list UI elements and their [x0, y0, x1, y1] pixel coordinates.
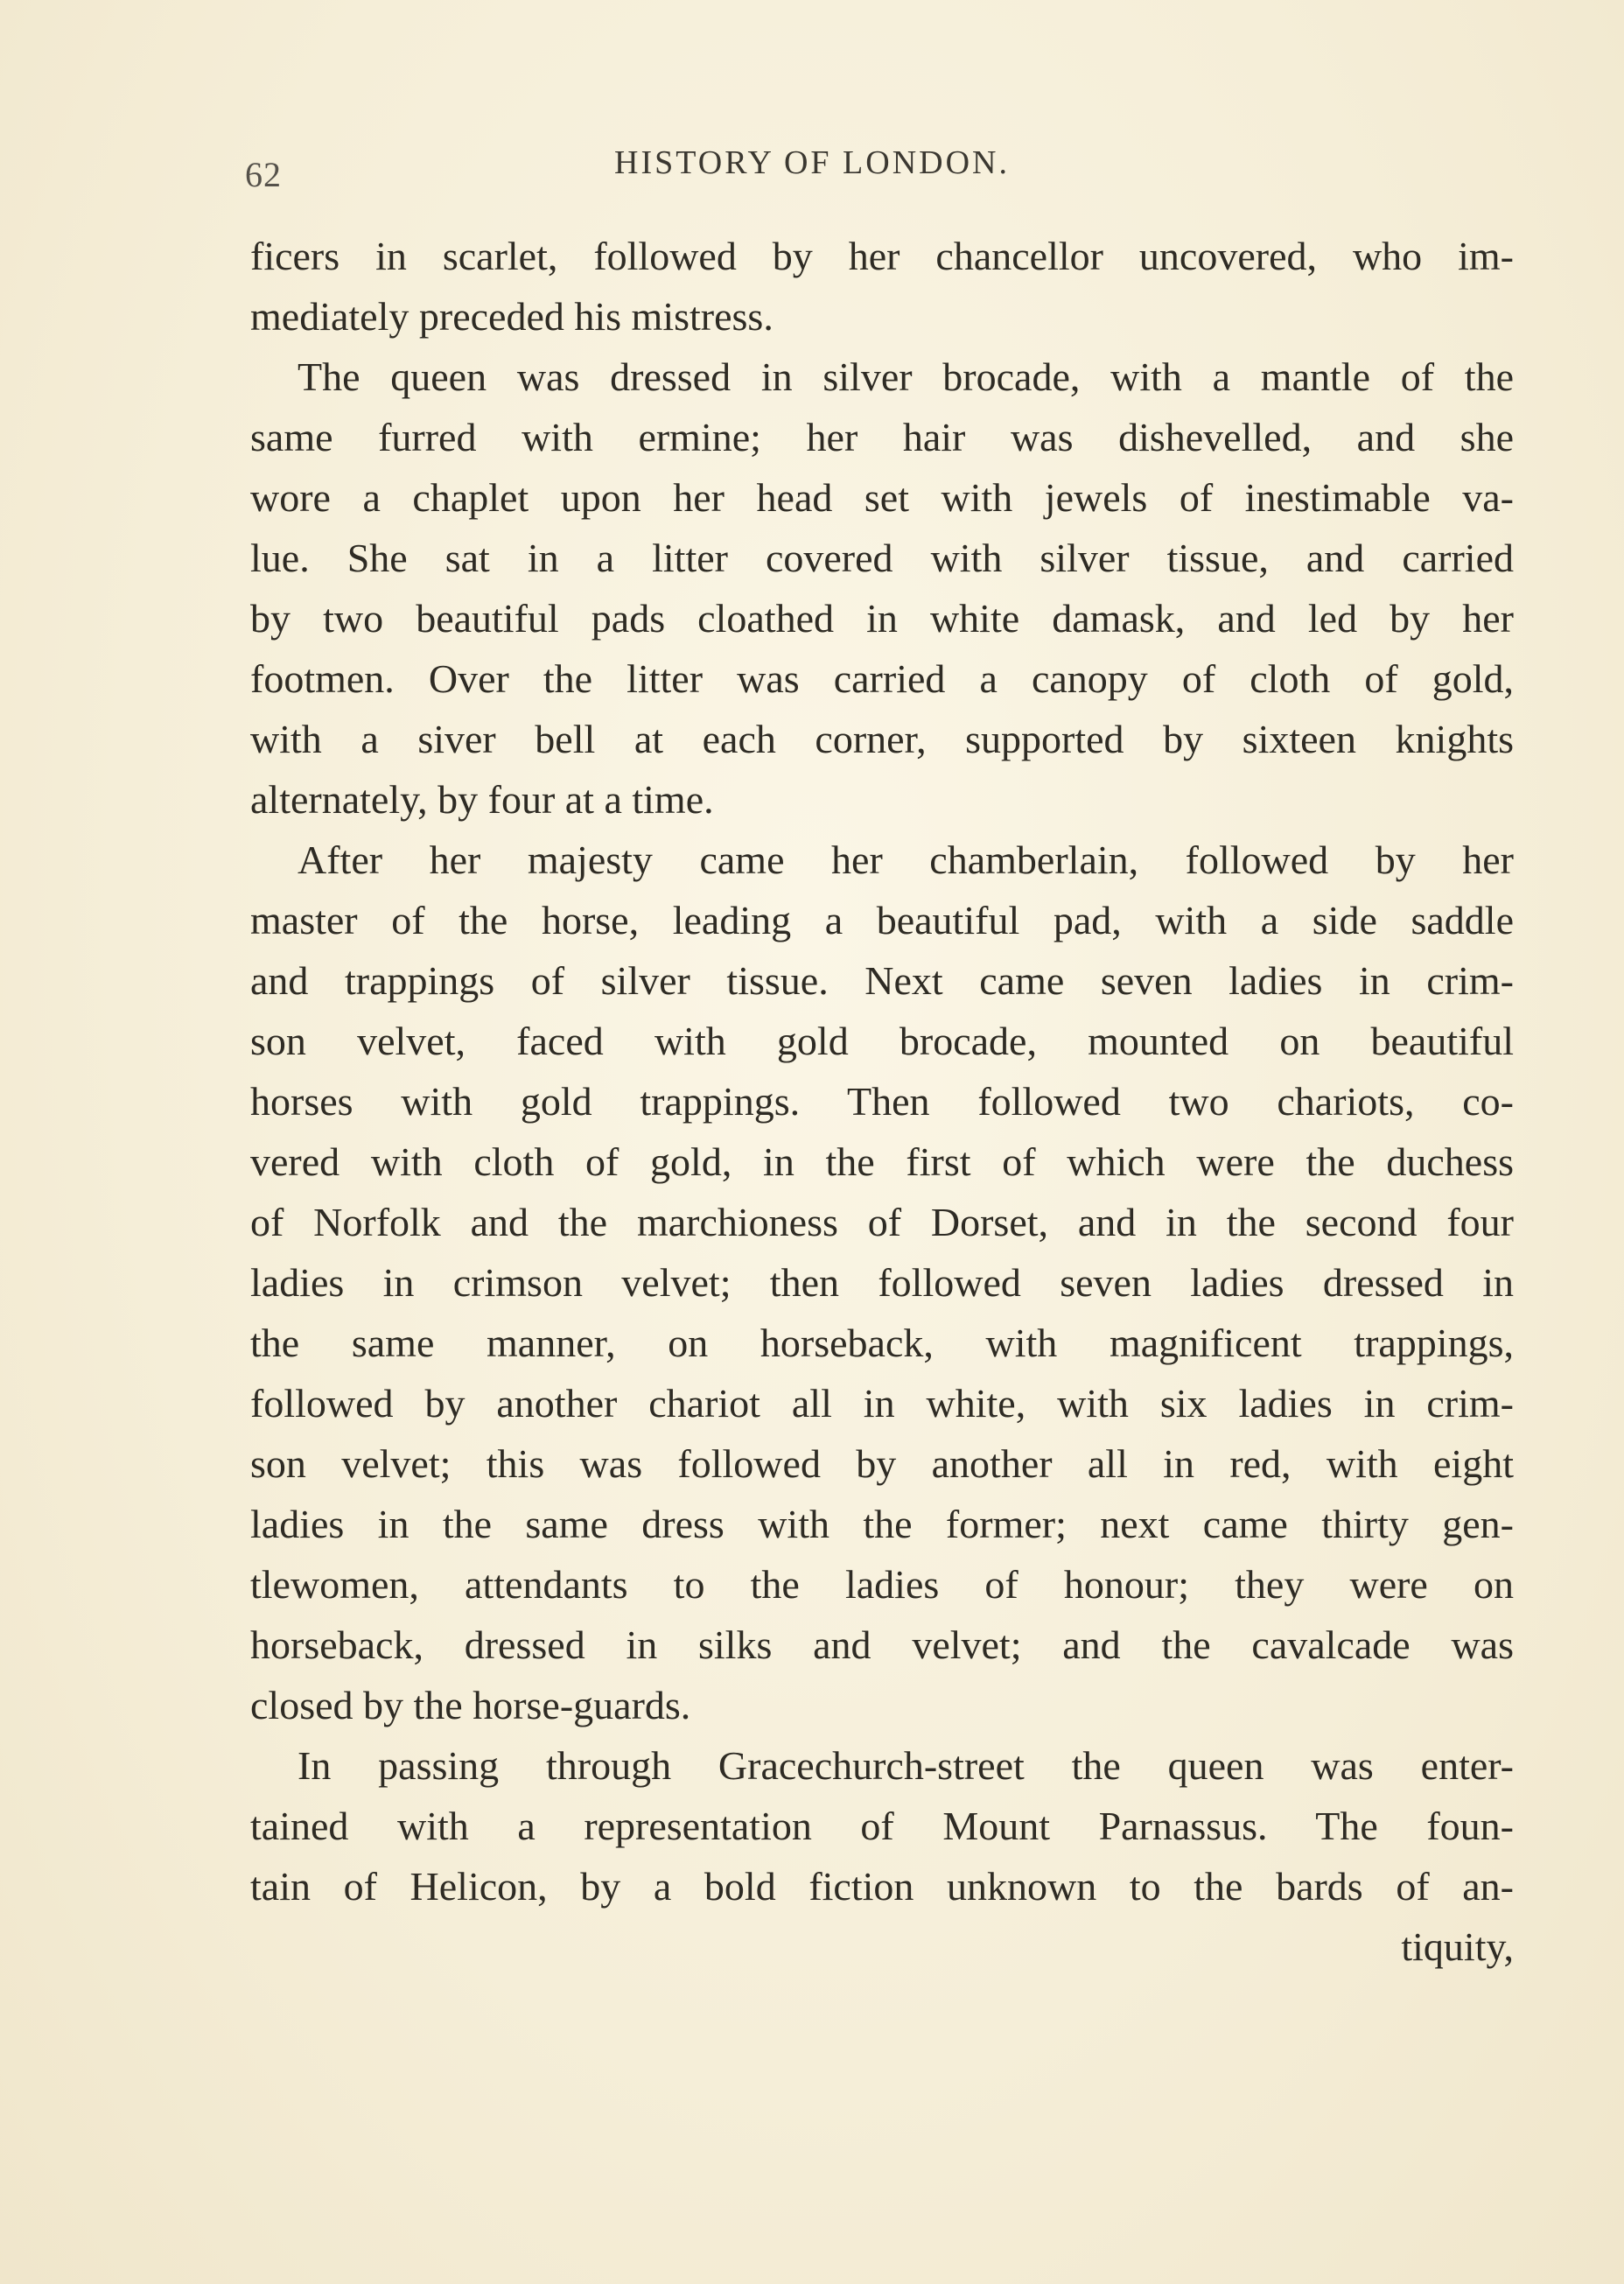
running-title: HISTORY OF LONDON. [614, 144, 1010, 181]
text-line: vered with cloth of gold, in the first of which were the duchess [250, 1139, 1514, 1184]
text-line: footmen. Over the litter was carried a canopy of cloth of gold, [250, 656, 1514, 701]
text-line: tlewomen, attendants to the ladies of honour; they were on [250, 1562, 1514, 1607]
text-line: In passing through Gracechurch-street the queen was enter- [298, 1743, 1514, 1788]
page-number: 62 [245, 155, 282, 194]
text-line: alternately, by four at a time. [250, 777, 714, 822]
text-line: by two beautiful pads cloathed in white damask, and led by her [250, 596, 1514, 641]
text-line: mediately preceded his mistress. [250, 294, 774, 339]
text-line: son velvet; this was followed by another all in red, with eight [250, 1441, 1514, 1486]
text-line: After her majesty came her chamberlain, followed by her [298, 837, 1514, 882]
text-line: ladies in the same dress with the former; next came thirty gen- [250, 1502, 1514, 1546]
text-line: horses with gold trappings. Then followed two chariots, co- [250, 1079, 1514, 1124]
catchword: tiquity, [1401, 1924, 1514, 1969]
text-line: son velvet, faced with gold brocade, mounted on beautiful [250, 1019, 1514, 1063]
text-line: and trappings of silver tissue. Next came seven ladies in crim- [250, 958, 1514, 1003]
text-line: tained with a representation of Mount Parnassus. The foun- [250, 1804, 1514, 1848]
text-line: tain of Helicon, by a bold fiction unknown to the bards of an- [250, 1864, 1514, 1909]
text-line: ladies in crimson velvet; then followed seven ladies dressed in [250, 1260, 1514, 1305]
text-line: of Norfolk and the marchioness of Dorset, and in the second four [250, 1200, 1514, 1244]
text-line: followed by another chariot all in white, with six ladies in crim- [250, 1381, 1514, 1426]
text-line: The queen was dressed in silver brocade, with a mantle of the [298, 354, 1514, 399]
text-line: closed by the horse-guards. [250, 1683, 691, 1727]
text-line: horseback, dressed in silks and velvet; and the cavalcade was [250, 1622, 1514, 1667]
text-line: with a siver bell at each corner, supported by sixteen knights [250, 717, 1514, 761]
text-line: lue. She sat in a litter covered with silver tissue, and carried [250, 536, 1514, 580]
text-line: ficers in scarlet, followed by her chancellor uncovered, who im- [250, 234, 1514, 278]
text-line: same furred with ermine; her hair was dishevelled, and she [250, 415, 1514, 459]
text-line: master of the horse, leading a beautiful pad, with a side saddle [250, 898, 1514, 942]
body-text [250, 226, 1514, 1977]
text-line: the same manner, on horseback, with magnificent trappings, [250, 1321, 1514, 1365]
text-line: wore a chaplet upon her head set with jewels of inestimable va- [250, 475, 1514, 520]
